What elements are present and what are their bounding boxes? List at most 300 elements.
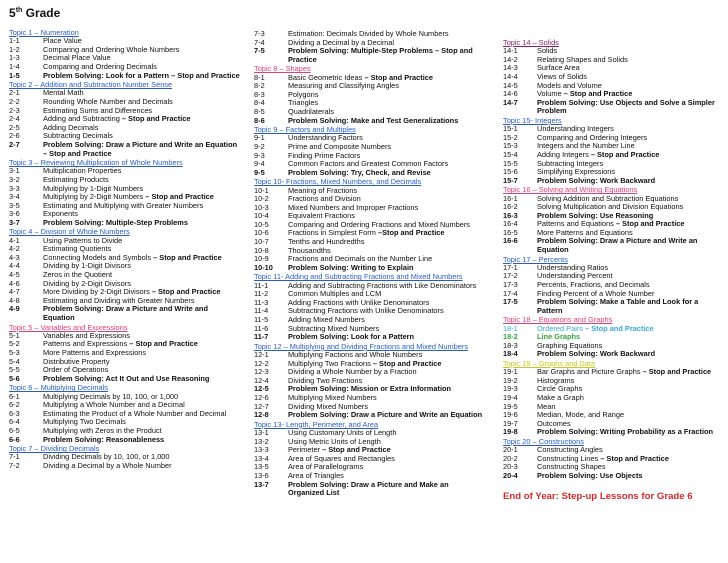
lesson-row: [254, 117, 486, 126]
topic-block: [503, 38, 725, 116]
lesson-number: 18-1: [503, 323, 518, 333]
column-1: [9, 28, 241, 471]
lesson-number: 19-7: [503, 418, 518, 428]
lesson-number: 18-2: [503, 332, 518, 342]
lesson-title: Fractions and Decimals on the Number Line: [288, 254, 433, 264]
lesson-number: 20-4: [503, 470, 518, 480]
lesson-number: 14-3: [503, 63, 518, 73]
lesson-title: Finding Percent of a Whole Number: [537, 288, 655, 298]
lesson-title: Comparing and Ordering Decimals: [43, 61, 157, 71]
lesson-title: Dividing a Whole Number by a Fraction: [288, 367, 417, 377]
lesson-number: 19-5: [503, 401, 518, 411]
lesson-title: Surface Area: [537, 63, 580, 73]
lesson-title: Problem Solving: Look for a Pattern: [288, 332, 415, 342]
lesson-number: 4-9: [9, 304, 20, 314]
lesson-row: [254, 333, 486, 342]
lesson-number: 3-5: [9, 200, 20, 210]
lesson-number: 4-6: [9, 278, 20, 288]
topic-heading: Topic 9 – Factors and Multiples: [254, 125, 356, 135]
lesson-number: 12-1: [254, 350, 269, 360]
lesson-title: Ordered Pairs – Stop and Practice: [537, 323, 654, 333]
lesson-title: Common Factors and Greatest Common Factors: [288, 159, 449, 169]
lesson-title: Multiplying Mixed Numbers: [288, 392, 377, 402]
lesson-number: 13-7: [254, 479, 269, 489]
lesson-title: Distributive Property: [43, 356, 110, 366]
topic-heading: Topic 14 – Solids: [503, 38, 559, 47]
lesson-title: Mental Math: [43, 88, 84, 98]
lesson-number: 16-6: [503, 236, 518, 246]
lesson-number: 6-5: [9, 425, 20, 435]
lesson-number: 6-3: [9, 408, 20, 418]
lesson-number: 8-4: [254, 98, 265, 108]
lesson-title: Problem Solving: Multiple-Step Problems: [43, 217, 188, 227]
lesson-title: Dividing Mixed Numbers: [288, 401, 369, 411]
lesson-title: Perimeter – Stop and Practice: [288, 445, 391, 455]
lesson-title: Multiplying Two Decimals: [43, 417, 126, 427]
lesson-number: 11-6: [254, 323, 269, 333]
lesson-number: 13-5: [254, 462, 269, 472]
lesson-number: 2-7: [9, 139, 20, 149]
lesson-title: Triangles: [288, 98, 319, 108]
lesson-number: 13-3: [254, 445, 269, 455]
lesson-number: 3-3: [9, 183, 20, 193]
lesson-row: [503, 428, 725, 437]
topic-block: [254, 125, 486, 177]
lesson-number: 9-4: [254, 159, 265, 169]
lesson-title: Multiplying with Zeros in the Product: [43, 425, 162, 435]
end-of-year-note: End of Year: Step-up Lessons for Grade 6: [503, 490, 693, 502]
lesson-number: 11-3: [254, 297, 269, 307]
lesson-number: 10-6: [254, 228, 269, 238]
lesson-number: 11-1: [254, 280, 269, 290]
lesson-title: Percents, Fractions, and Decimals: [537, 280, 650, 290]
lesson-number: 3-6: [9, 209, 20, 219]
topic-block: [503, 116, 725, 185]
lesson-title: Rounding Whole Number and Decimals: [43, 96, 173, 106]
lesson-number: 19-2: [503, 375, 518, 385]
lesson-number: 2-6: [9, 131, 20, 141]
topic-heading: Topic 11- Adding and Subtracting Fractions and Mixed Numbers: [254, 272, 463, 282]
lesson-title: Connecting Models and Symbols – Stop and Practice: [43, 252, 222, 262]
lesson-title: Adding Integers – Stop and Practice: [537, 149, 660, 159]
lesson-number: 9-2: [254, 141, 265, 151]
lesson-number: 5-1: [9, 330, 20, 340]
lesson-title: Problem Solving: Mission or Extra Information: [288, 384, 452, 394]
lesson-title: Comparing and Ordering Whole Numbers: [43, 44, 180, 54]
column-3: [503, 38, 725, 502]
lesson-title: Common Multiples and LCM: [288, 289, 382, 299]
lesson-title: Using Customary Units of Length: [288, 427, 397, 437]
lesson-title: Problem Solving: Make a Table and Look for a Pattern: [537, 297, 699, 315]
lesson-number: 12-5: [254, 384, 269, 394]
lesson-title: Circle Graphs: [537, 384, 583, 394]
topic-block: [9, 158, 241, 227]
lesson-number: 16-2: [503, 202, 518, 212]
lesson-title: Basic Geometric Ideas – Stop and Practice: [288, 72, 433, 82]
lesson-row: [254, 264, 486, 273]
lesson-number: 16-4: [503, 219, 518, 229]
lesson-title: Quadrilaterals: [288, 106, 335, 116]
lesson-title: Fractions and Division: [288, 194, 361, 204]
topic-heading: Topic 5 – Variables and Expressions: [9, 322, 128, 332]
lesson-number: 8-6: [254, 115, 265, 125]
lesson-title: Multiplying a Whole Number and a Decimal: [43, 400, 185, 410]
lesson-row: [503, 472, 725, 481]
topic-heading: Topic 7 – Dividing Decimals: [9, 444, 100, 454]
lesson-title: Area of Squares and Rectangles: [288, 453, 395, 463]
lesson-title: Understanding Ratios: [537, 262, 609, 272]
lesson-number: 7-3: [254, 29, 265, 38]
lesson-title: Subtracting Decimals: [43, 131, 113, 141]
lesson-title: Decimal Place Value: [43, 53, 111, 63]
lesson-number: 8-5: [254, 106, 265, 116]
lesson-number: 17-4: [503, 288, 518, 298]
lesson-number: 6-2: [9, 400, 20, 410]
lesson-number: 19-6: [503, 410, 518, 420]
lesson-number: 17-1: [503, 262, 518, 272]
lesson-title: Comparing and Ordering Integers: [537, 132, 648, 142]
lesson-row: [254, 481, 486, 498]
lesson-title: Problem Solving: Use Objects: [537, 470, 643, 480]
lesson-title: Problem Solving: Draw a Picture and Write an Equation: [288, 410, 483, 420]
lesson-title: Equivalent Fractions: [288, 211, 355, 221]
lesson-number: 15-5: [503, 158, 518, 168]
lesson-title: Using Patterns to Divide: [43, 235, 123, 245]
lesson-number: 10-9: [254, 254, 269, 264]
lesson-number: 2-5: [9, 122, 20, 132]
lesson-title: Adding Decimals: [43, 122, 99, 132]
lesson-number: 11-2: [254, 289, 269, 299]
lesson-number: 5-2: [9, 339, 20, 349]
lesson-number: 5-4: [9, 356, 20, 366]
lesson-title: Histograms: [537, 375, 575, 385]
lesson-number: 10-1: [254, 185, 269, 195]
lesson-title: Problem Solving: Make and Test Generalizations: [288, 115, 459, 125]
lesson-number: 11-5: [254, 315, 269, 325]
topic-block: [9, 323, 241, 384]
lesson-number: 13-4: [254, 453, 269, 463]
lesson-title: Subtracting Mixed Numbers: [288, 323, 380, 333]
lesson-number: 15-1: [503, 124, 518, 134]
lesson-number: 7-4: [254, 37, 265, 47]
lesson-title: Area of Triangles: [288, 470, 344, 480]
column-2: [254, 30, 486, 498]
lesson-number: 14-2: [503, 54, 518, 64]
lesson-number: 19-4: [503, 393, 518, 402]
topic-block: [9, 444, 241, 470]
topic-block: [503, 437, 725, 481]
lesson-title: Multiplying Factions and Whole Numbers: [288, 350, 423, 360]
lesson-row: [9, 436, 241, 445]
lesson-title: Multiplying Decimals by 10, 100, or 1,000: [43, 391, 179, 401]
lesson-row: [503, 298, 725, 315]
lesson-row: [9, 462, 241, 471]
topic-block: [9, 28, 241, 80]
lesson-title: More Patterns and Expressions: [43, 348, 147, 358]
lesson-number: 7-5: [254, 46, 265, 56]
topic-block: [254, 64, 486, 125]
lesson-number: 2-2: [9, 96, 20, 106]
lesson-title: Problem Solving: Multiple-Step Problems – Stop and Practice: [288, 46, 473, 64]
lesson-title: Polygons: [288, 89, 319, 99]
lesson-number: 16-3: [503, 210, 518, 220]
lesson-number: 4-7: [9, 287, 20, 297]
lesson-number: 16-5: [503, 227, 518, 237]
lesson-row: [503, 350, 725, 359]
lesson-row: [9, 375, 241, 384]
topic-block: [503, 255, 725, 316]
topic-block: [254, 342, 486, 420]
lesson-number: 14-7: [503, 97, 518, 107]
lesson-number: 20-1: [503, 445, 518, 455]
lesson-title: Problem Solving: Work Backward: [537, 349, 656, 359]
lesson-number: 4-4: [9, 261, 20, 271]
lesson-number: 13-1: [254, 427, 269, 437]
lesson-number: 12-6: [254, 392, 269, 402]
lesson-number: 2-4: [9, 114, 20, 124]
lesson-number: 10-4: [254, 211, 269, 221]
lesson-title: Views of Solids: [537, 71, 587, 81]
topic-block: [254, 420, 486, 498]
topic-heading: Topic 20 – Constructions: [503, 436, 584, 446]
lesson-number: 6-4: [9, 417, 20, 427]
topic-heading: Topic 10- Fractions, Mixed Numbers, and Decimals: [254, 177, 422, 187]
lesson-number: 10-3: [254, 202, 269, 212]
lesson-title: Meaning of Fractions: [288, 185, 358, 195]
lesson-number: 19-1: [503, 367, 518, 377]
lesson-title: Adding Fractions with Unlike Denominators: [288, 297, 430, 307]
lesson-number: 15-2: [503, 132, 518, 142]
lesson-title: Models and Volume: [537, 80, 602, 90]
lesson-title: Problem Solving: Draw a Picture and Make an Organized List: [288, 479, 449, 498]
lesson-number: 5-3: [9, 348, 20, 358]
lesson-number: 3-7: [9, 217, 20, 227]
lesson-row: [9, 305, 241, 322]
lesson-number: 3-1: [9, 166, 20, 176]
lesson-title: Dividing Two Fractions: [288, 375, 363, 385]
lesson-number: 8-1: [254, 72, 265, 82]
lesson-title: Estimating the Product of a Whole Number and Decimal: [43, 408, 227, 418]
lesson-title: Adding and Subtracting – Stop and Practice: [43, 114, 191, 124]
lesson-number: 14-4: [503, 71, 518, 81]
lesson-number: 8-2: [254, 81, 265, 91]
lesson-title: Line Graphs: [537, 332, 581, 342]
lesson-title: Multiplying by 1-Digit Numbers: [43, 183, 144, 193]
lesson-title: Dividing by 2-Digit Divisors: [43, 278, 131, 288]
lesson-number: 19-3: [503, 384, 518, 394]
lesson-title: Problem Solving: Writing to Explain: [288, 262, 414, 272]
lesson-title: Adding and Subtracting Fractions with Like Denominators: [288, 280, 477, 290]
lesson-number: 2-3: [9, 105, 20, 115]
lesson-row: [254, 169, 486, 178]
lesson-title: Tenths and Hundredths: [288, 237, 365, 247]
lesson-number: 2-1: [9, 88, 20, 98]
lesson-row: [503, 99, 725, 116]
lesson-title: Solving Addition and Subtraction Equations: [537, 193, 679, 203]
lesson-number: 14-6: [503, 89, 518, 99]
topic-heading: Topic 8 – Shapes: [254, 64, 311, 74]
lesson-number: 9-3: [254, 150, 265, 160]
lesson-title: Problem Solving: Work Backward: [537, 175, 656, 185]
lesson-number: 12-8: [254, 410, 269, 420]
lesson-number: 12-4: [254, 375, 269, 385]
topic-block: [503, 315, 725, 359]
lesson-title: Mean: [537, 401, 556, 411]
lesson-title: Place Value: [43, 36, 82, 46]
topic-block: [254, 272, 486, 341]
lesson-title: Understanding Percent: [537, 271, 613, 281]
lesson-row: [254, 47, 486, 64]
lesson-title: Subtracting Fractions with Unlike Denominators: [288, 306, 444, 316]
lesson-title: Using Metric Units of Length: [288, 436, 381, 446]
lesson-row: [9, 72, 241, 81]
lesson-number: 1-5: [9, 70, 20, 80]
lesson-title: Problem Solving: Act It Out and Use Reasoning: [43, 373, 210, 383]
lesson-title: Estimation: Decimals Divided by Whole Numbers: [288, 29, 449, 38]
lesson-number: 4-8: [9, 295, 20, 305]
lesson-number: 3-2: [9, 174, 20, 184]
lesson-title: Estimating Quotients: [43, 244, 112, 254]
lesson-title: Understanding Integers: [537, 124, 614, 134]
lesson-number: 4-2: [9, 244, 20, 254]
lesson-number: 8-3: [254, 89, 265, 99]
lesson-title: Integers and the Number Line: [537, 141, 635, 151]
lesson-title: Area of Parallelograms: [288, 462, 364, 472]
lesson-title: Order of Operations: [43, 365, 109, 375]
lesson-number: 4-1: [9, 235, 20, 245]
topic-block: [9, 80, 241, 158]
lesson-number: 15-3: [503, 141, 518, 151]
topic-heading: Topic 19 – Graphs and Data: [503, 359, 596, 369]
lesson-number: 10-7: [254, 237, 269, 247]
lesson-row: [9, 219, 241, 228]
lesson-number: 10-10: [254, 262, 273, 272]
lesson-row: [254, 411, 486, 420]
lesson-row: [503, 177, 725, 186]
lesson-title: More Patterns and Equations: [537, 227, 633, 237]
topic-heading: Topic 18 – Equations and Graphs: [503, 315, 613, 325]
lesson-title: Constructing Angles: [537, 445, 603, 455]
lesson-number: 12-2: [254, 358, 269, 368]
lesson-title: Bar Graphs and Picture Graphs – Stop and Practice: [537, 367, 712, 377]
lesson-number: 5-6: [9, 373, 20, 383]
topic-heading: Topic 2 – Addition and Subtraction Number Sense: [9, 80, 173, 90]
lesson-number: 15-4: [503, 149, 518, 159]
lesson-title: Estimating Products: [43, 174, 109, 184]
lesson-title: Exponents: [43, 209, 78, 219]
lesson-title: Outcomes: [537, 418, 571, 428]
lesson-number: 18-4: [503, 349, 518, 359]
lesson-number: 18-3: [503, 340, 518, 350]
lesson-title: Fractions in Simplest Form –Stop and Practice: [288, 228, 445, 238]
lesson-number: 10-2: [254, 194, 269, 204]
topic-block: [254, 30, 486, 64]
lesson-title: Dividing Decimals by 10, 100, or 1,000: [43, 452, 170, 462]
lesson-title: Solids: [537, 46, 558, 56]
lesson-number: 6-6: [9, 434, 20, 444]
lesson-title: Multiplying Two Fractions – Stop and Practice: [288, 358, 442, 368]
topic-heading: Topic 3 – Reviewing Multiplication of Whole Numbers: [9, 158, 183, 168]
lesson-title: Zeros in the Quotient: [43, 270, 113, 280]
lesson-title: Problem Solving: Reasonableness: [43, 434, 165, 444]
topic-heading: Topic 4 – Division of Whole Numbers: [9, 227, 130, 237]
lesson-number: 11-7: [254, 332, 269, 342]
topic-block: [9, 383, 241, 444]
topic-heading: Topic 13- Length, Perimeter, and Area: [254, 419, 379, 429]
lesson-number: 1-2: [9, 44, 20, 54]
lesson-number: 10-5: [254, 219, 269, 229]
page-title: 5th Grade: [9, 6, 61, 20]
lesson-number: 13-6: [254, 470, 269, 480]
topic-heading: Topic 12 – Multiplying and Dividing Fractions and Mixed Numbers: [254, 341, 469, 351]
topic-heading: Topic 16 – Solving and Writing Equations: [503, 185, 638, 195]
topic-block: [503, 185, 725, 254]
lesson-number: 17-2: [503, 271, 518, 281]
lesson-number: 12-3: [254, 367, 269, 377]
lesson-title: Measuring and Classifying Angles: [288, 81, 399, 91]
lesson-title: Estimating and Multiplying with Greater Numbers: [43, 200, 204, 210]
lesson-title: Dividing by 1-Digit Divisors: [43, 261, 131, 271]
topic-block: [503, 359, 725, 437]
lesson-title: Multiplication Properties: [43, 166, 122, 176]
topic-heading: Topic 1 – Numeration: [9, 28, 79, 37]
lesson-title: More Dividing by 2-Digit Divisors – Stop and Practice: [43, 287, 221, 297]
lesson-title: Problem Solving: Writing Probability as a Fraction: [537, 427, 714, 437]
lesson-title: Constructing Shapes: [537, 462, 606, 472]
lesson-title: Problem Solving: Draw a Picture and Write an Equation: [537, 236, 698, 255]
lesson-title: Constructing Lines – Stop and Practice: [537, 453, 669, 463]
lesson-title: Understanding Factors: [288, 133, 363, 143]
lesson-title: Volume – Stop and Practice: [537, 89, 633, 99]
lesson-number: 16-1: [503, 193, 518, 203]
lesson-number: 5-5: [9, 365, 20, 375]
lesson-title: Mixed Numbers and Improper Fractions: [288, 202, 419, 212]
lesson-title: Multiplying by 2-Digit Numbers – Stop and Practice: [43, 192, 214, 202]
lesson-title: Problem Solving: Use Reasoning: [537, 210, 654, 220]
lesson-number: 9-1: [254, 133, 265, 143]
lesson-title: Estimating and Dividing with Greater Numbers: [43, 295, 195, 305]
lesson-number: 20-3: [503, 462, 518, 472]
lesson-title: Graphing Equations: [537, 340, 603, 350]
lesson-number: 1-3: [9, 53, 20, 63]
lesson-number: 15-7: [503, 175, 518, 185]
lesson-title: Comparing and Ordering Fractions and Mixed Numbers: [288, 219, 470, 229]
lesson-number: 1-4: [9, 61, 20, 71]
lesson-title: Make a Graph: [537, 393, 584, 402]
lesson-number: 3-4: [9, 192, 20, 202]
lesson-title: Median, Mode, and Range: [537, 410, 625, 420]
lesson-title: Prime and Composite Numbers: [288, 141, 392, 151]
lesson-number: 20-2: [503, 453, 518, 463]
lesson-title: Adding Mixed Numbers: [288, 315, 365, 325]
lesson-title: Thousandths: [288, 245, 331, 255]
lesson-number: 15-6: [503, 167, 518, 177]
lesson-title: Simplifying Expressions: [537, 167, 616, 177]
topic-heading: Topic 6 – Multiplying Decimals: [9, 383, 108, 393]
lesson-title: Estimating Sums and Differences: [43, 105, 153, 115]
lesson-title: Variables and Expressions: [43, 330, 130, 340]
lesson-title: Problem Solving: Draw a Picture and Write and Equation: [43, 304, 208, 323]
lesson-title: Solving Multiplication and Division Equations: [537, 202, 684, 212]
lesson-title: Subtracting Integers: [537, 158, 604, 168]
lesson-number: 4-3: [9, 252, 20, 262]
lesson-title: Problem Solving: Look for a Pattern – Stop and Practice: [43, 70, 240, 80]
lesson-title: Problem Solving: Try, Check, and Revise: [288, 167, 431, 177]
lesson-number: 19-8: [503, 427, 518, 437]
lesson-number: 17-3: [503, 280, 518, 290]
lesson-row: [503, 237, 725, 254]
topic-heading: Topic 17 – Percents: [503, 254, 568, 264]
